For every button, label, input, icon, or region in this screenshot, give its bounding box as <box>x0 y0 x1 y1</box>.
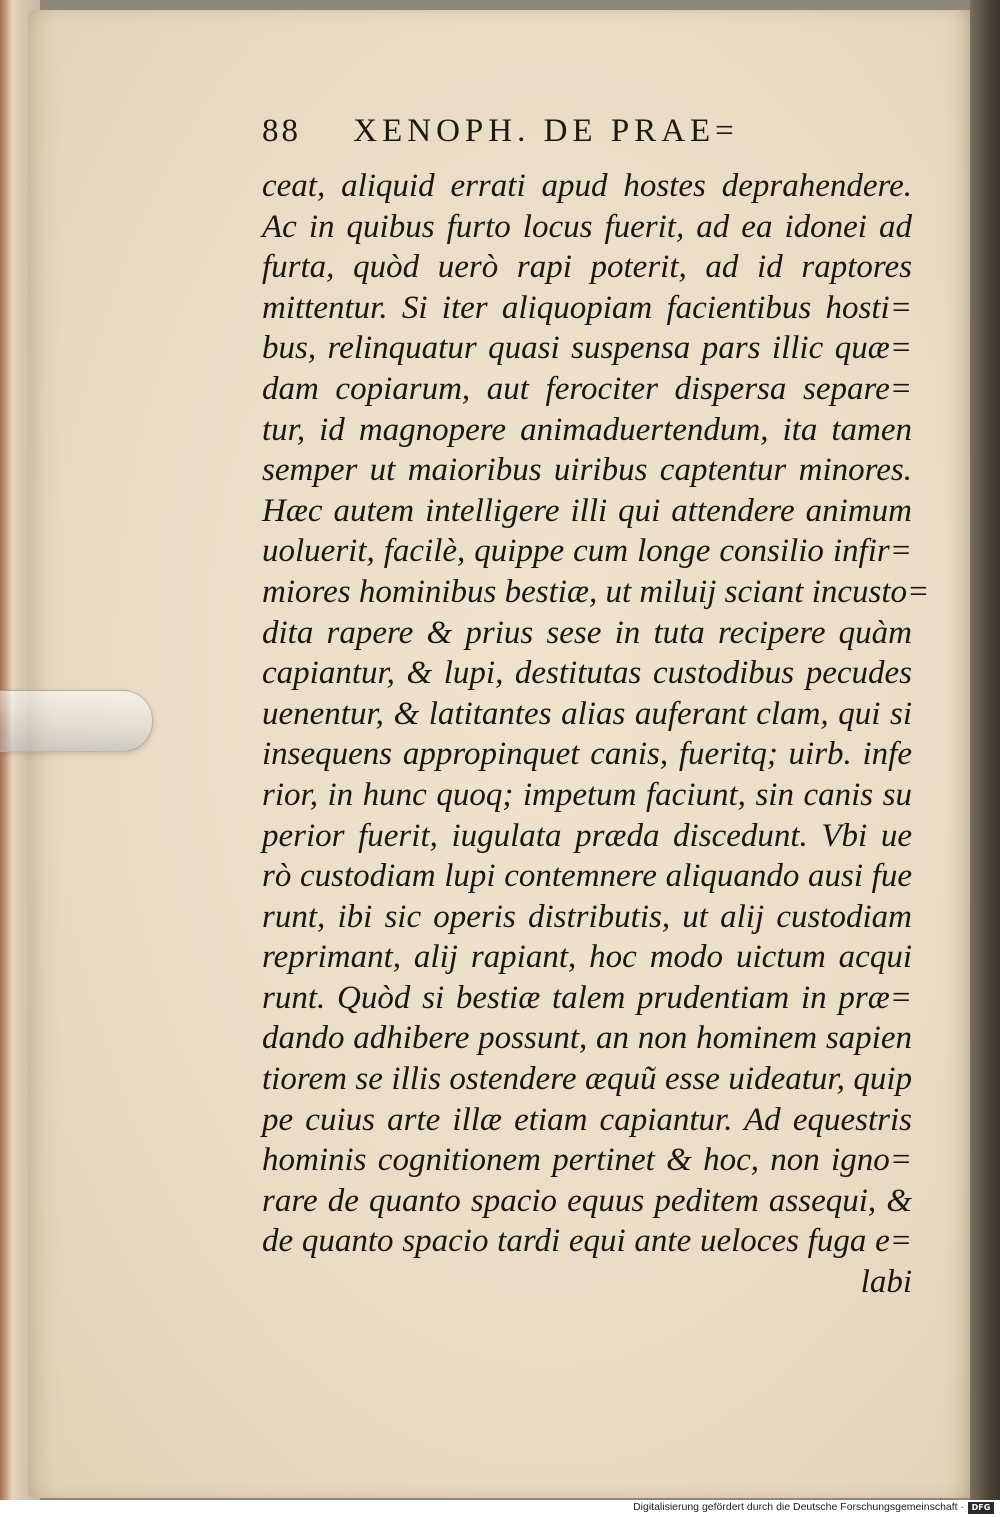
text-line: uenentur, & latitantes alias auferant clam, qui si <box>262 695 912 732</box>
text-line: de quanto spacio tardi equi ante ueloces fuga e= <box>262 1223 912 1260</box>
page-number: 88 <box>262 113 301 149</box>
text-line: capiantur, & lupi, destitutas custodibus pecudes <box>262 655 912 692</box>
text-line: rare de quanto spacio equus peditem assequi, & <box>262 1182 912 1219</box>
body-text <box>262 166 930 1303</box>
footer-bar <box>0 1500 1000 1517</box>
text-line: semper ut maioribus uiribus captentur minores. <box>262 452 912 489</box>
text-line: bus, relinquatur quasi suspensa pars illic quæ= <box>262 330 912 367</box>
text-line: furta, quòd uerò rapi poterit, ad id raptores <box>262 249 912 286</box>
dfg-logo: DFG <box>968 1502 994 1514</box>
text-line: perior fuerit, iugulata præda discedunt. Vbi ue <box>262 817 912 854</box>
page-clip <box>0 690 153 752</box>
page-header <box>262 113 902 150</box>
binding-gutter <box>970 0 1000 1500</box>
text-line: dita rapere & prius sese in tuta recipere quàm <box>262 614 912 651</box>
text-line: insequens appropinquet canis, fueritq; uirb. infe <box>262 736 912 773</box>
text-line: tur, id magnopere animaduertendum, ita tamen <box>262 411 912 448</box>
text-line: rior, in hunc quoq; impetum faciunt, sin canis su <box>262 776 912 813</box>
text-line: uoluerit, facilè, quippe cum longe consilio infir= <box>262 533 912 570</box>
text-line: rò custodiam lupi contemnere aliquando ausi fue <box>262 858 912 895</box>
text-line: Hæc autem intelligere illi qui attendere animum <box>262 492 912 529</box>
text-line: reprimant, alij rapiant, hoc modo uictum acqui <box>262 939 912 976</box>
text-line: mittentur. Si iter aliquopiam facientibus hosti= <box>262 289 912 326</box>
text-line: dam copiarum, aut ferociter dispersa separe= <box>262 370 912 407</box>
text-line: pe cuius arte illæ etiam capiantur. Ad equestris <box>262 1101 912 1138</box>
text-line: miores hominibus bestiæ, ut miluij sciant incusto= <box>262 573 930 610</box>
digitization-credit: Digitalisierung gefördert durch die Deutsche Forschungsgemeinschaft · <box>633 1501 964 1513</box>
text-line: runt, ibi sic operis distributis, ut alij custodiam <box>262 898 912 935</box>
catchword: labi <box>860 1264 912 1301</box>
text-line: tiorem se illis ostendere æquũ esse uideatur, quip <box>262 1061 912 1098</box>
text-line: hominis cognitionem pertinet & hoc, non igno= <box>262 1142 912 1179</box>
text-line: runt. Quòd si bestiæ talem prudentiam in præ= <box>262 979 912 1016</box>
text-line: Ac in quibus furto locus fuerit, ad ea idonei ad <box>262 208 912 245</box>
text-line: ceat, aliquid errati apud hostes deprahendere. <box>262 168 912 204</box>
text-line: dando adhibere possunt, an non hominem sapien <box>262 1020 912 1057</box>
running-head: XENOPH. DE PRAE= <box>353 113 739 149</box>
